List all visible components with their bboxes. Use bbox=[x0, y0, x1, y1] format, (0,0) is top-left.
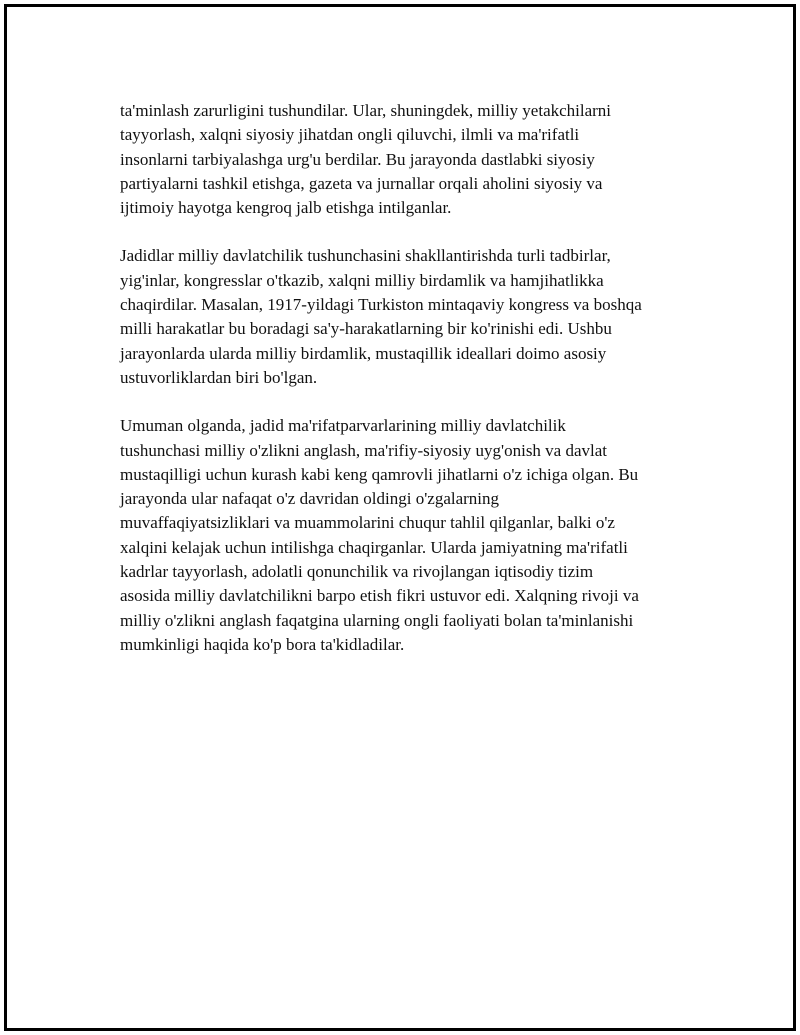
text-line: ijtimoiy hayotga kengroq jalb etishga intilganlar. bbox=[120, 198, 452, 218]
text-line: mustaqilligi uchun kurash kabi keng qamrovli jihatlarni o'z ichiga olgan. Bu bbox=[120, 464, 639, 484]
paragraph-1 bbox=[120, 99, 700, 220]
text-line: milliy o'zlikni anglash faqatgina ularning ongli faoliyati bolan ta'minlanishi bbox=[120, 610, 634, 630]
text-line: kadrlar tayyorlash, adolatli qonunchilik va rivojlangan iqtisodiy tizim bbox=[120, 562, 594, 582]
text-line: asosida milliy davlatchilikni barpo etish fikri ustuvor edi. Xalqning rivoji va bbox=[120, 586, 639, 606]
text-line: ustuvorliklardan biri bo'lgan. bbox=[120, 367, 318, 387]
paragraph-3 bbox=[120, 414, 700, 657]
paragraph-2 bbox=[120, 244, 700, 390]
document-body bbox=[120, 99, 700, 681]
text-line: Jadidlar milliy davlatchilik tushunchasini shakllantirishda turli tadbirlar, bbox=[120, 246, 611, 266]
text-line: jarayonda ular nafaqat o'z davridan oldingi o'zgalarning bbox=[120, 489, 500, 509]
text-line: xalqini kelajak uchun intilishga chaqirganlar. Ularda jamiyatning ma'rifatli bbox=[120, 537, 628, 557]
text-line: tayyorlash, xalqni siyosiy jihatdan ongli qiluvchi, ilmli va ma'rifatli bbox=[120, 125, 580, 145]
text-line: ta'minlash zarurligini tushundilar. Ular, shuningdek, milliy yetakchilarni bbox=[120, 101, 612, 120]
text-line: Umuman olganda, jadid ma'rifatparvarlarining milliy davlatchilik bbox=[120, 416, 566, 436]
text-line: partiyalarni tashkil etishga, gazeta va jurnallar orqali aholini siyosiy va bbox=[120, 173, 603, 193]
text-line: jarayonlarda ularda milliy birdamlik, mustaqillik ideallari doimo asosiy bbox=[120, 343, 607, 363]
text-line: yig'inlar, kongresslar o'tkazib, xalqni milliy birdamlik va hamjihatlikka bbox=[120, 270, 604, 290]
text-line: chaqirdilar. Masalan, 1917-yildagi Turkiston mintaqaviy kongress va boshqa bbox=[120, 295, 642, 315]
text-line: mumkinligi haqida ko'p bora ta'kidladilar. bbox=[120, 634, 405, 654]
text-line: tushunchasi milliy o'zlikni anglash, ma'rifiy-siyosiy uyg'onish va davlat bbox=[120, 440, 608, 460]
text-line: milli harakatlar bu boradagi sa'y-harakatlarning bir ko'rinishi edi. Ushbu bbox=[120, 319, 612, 339]
text-line: muvaffaqiyatsizliklari va muammolarini chuqur tahlil qilganlar, balki o'z bbox=[120, 513, 615, 533]
text-line: insonlarni tarbiyalashga urg'u berdilar. Bu jarayonda dastlabki siyosiy bbox=[120, 149, 595, 169]
page-frame bbox=[4, 4, 796, 1031]
